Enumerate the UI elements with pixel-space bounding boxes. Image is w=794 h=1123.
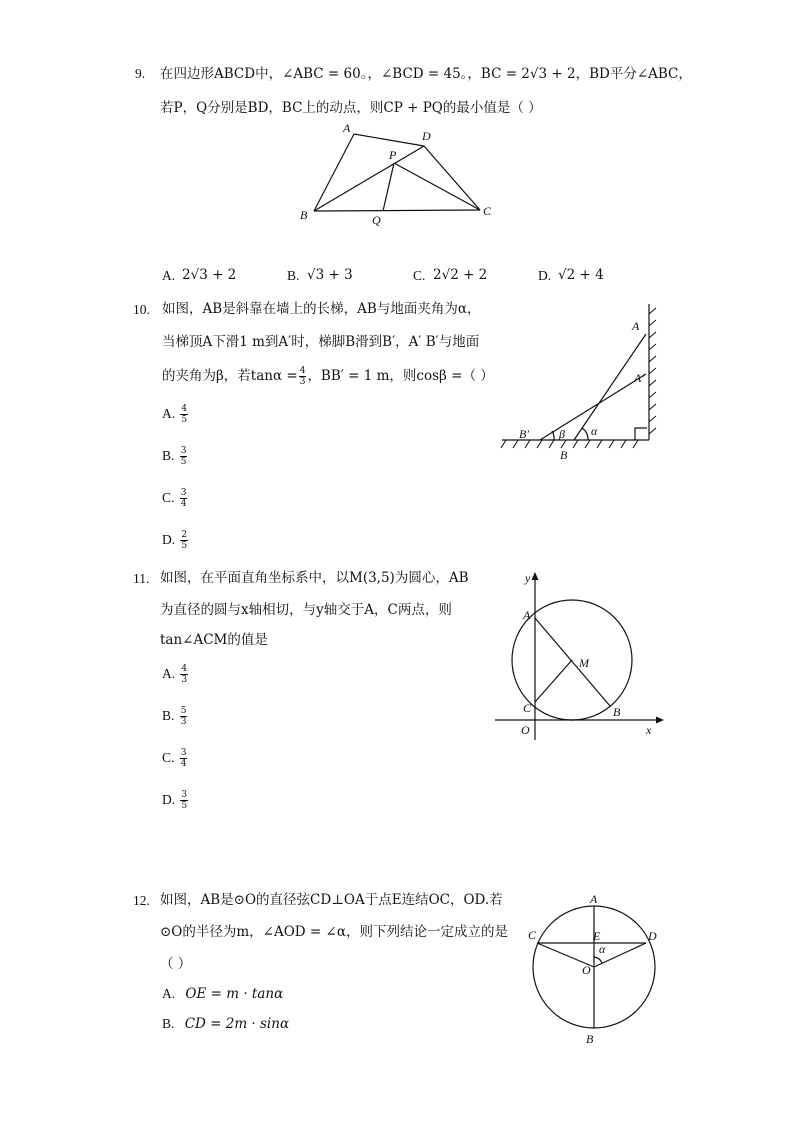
q10-tan-fraction xyxy=(299,366,307,387)
q10-tan-num: 4 xyxy=(299,366,306,376)
q12-text-line3: （ ） xyxy=(160,956,192,972)
q10-figure xyxy=(492,292,662,464)
q11-label-O: O xyxy=(521,723,530,737)
q10-text-line3 xyxy=(162,366,494,387)
q9-option-b-label: B. xyxy=(287,268,300,283)
q10-option-a: A. $\frac{4}{5}$ xyxy=(162,404,188,425)
q9-label-P: P xyxy=(389,148,397,162)
q9-number: 9. xyxy=(135,66,146,81)
q9-label-C: C xyxy=(483,204,492,218)
q10-label-A-prime: A′ xyxy=(634,371,644,385)
q9-option-c: 2√2 + 2 xyxy=(433,267,488,283)
q10-option-d: D. $\frac{2}{5}$ xyxy=(162,530,188,551)
q12-figure xyxy=(520,890,675,1050)
q12-label-O: O xyxy=(582,963,591,977)
q11-label-C: C xyxy=(523,701,532,715)
q9-label-A: A xyxy=(343,121,351,135)
q10-text-line2: 当梯顶A下滑1 m到A′时，梯脚B滑到B′，A′ B′与地面 xyxy=(162,334,480,350)
q12-label-E: E xyxy=(593,929,601,943)
q10-label-B: B xyxy=(560,448,568,462)
q11-option-b: B. $\frac{5}{3}$ xyxy=(162,706,187,727)
q11-option-d: D. $\frac{3}{5}$ xyxy=(162,790,188,811)
q11-figure xyxy=(490,568,665,743)
q11-option-c: C. $\frac{3}{4}$ xyxy=(162,748,187,769)
q9-option-a-label: A. xyxy=(162,268,176,283)
q11-label-B: B xyxy=(613,705,621,719)
q9-option-a: 2√3 + 2 xyxy=(182,267,237,283)
q11-text-line3: tan∠ACM的值是 xyxy=(160,632,268,648)
q11-number: 11. xyxy=(133,571,150,586)
q11-label-A: A xyxy=(523,608,531,622)
q12-label-D: D xyxy=(648,929,657,943)
q12-label-A: A xyxy=(590,892,598,906)
q12-option-a: A. OE = m · tanα xyxy=(162,986,284,1002)
q12-option-b: B. CD = 2m · sinα xyxy=(162,1016,290,1032)
q10-option-b: B. $\frac{3}{5}$ xyxy=(162,446,187,467)
q10-label-B-prime: B′ xyxy=(519,427,529,441)
q9-option-d: √2 + 4 xyxy=(558,267,604,283)
q10-label-beta: β xyxy=(559,427,565,441)
q11-label-M: M xyxy=(579,656,589,670)
q10-option-c: C. $\frac{3}{4}$ xyxy=(162,488,187,509)
q10-tan-den: 3 xyxy=(299,377,306,387)
q12-label-B: B xyxy=(586,1032,594,1046)
q9-label-D: D xyxy=(422,129,431,143)
q10-label-A: A xyxy=(632,319,640,333)
q10-label-alpha: α xyxy=(591,424,598,438)
q9-option-b: √3 + 3 xyxy=(307,267,353,283)
q9-option-d-label: D. xyxy=(538,268,552,283)
q10-text-line3-a: 的夹角为β，若tanα = xyxy=(162,368,298,384)
q12-label-alpha: α xyxy=(599,942,606,956)
q11-option-a: A. $\frac{4}{3}$ xyxy=(162,664,188,685)
q9-label-B: B xyxy=(300,208,308,222)
q11-text-line2: 为直径的圆与x轴相切，与y轴交于A，C两点，则 xyxy=(160,602,452,618)
q12-text-line1: 如图，AB是⊙O的直径弦CD⊥OA于点E连结OC，OD.若 xyxy=(160,892,503,908)
q9-figure xyxy=(290,118,510,230)
q11-label-x: x xyxy=(646,723,652,737)
q9-label-Q: Q xyxy=(372,213,381,227)
q9-option-c-label: C. xyxy=(413,268,426,283)
q10-number: 10. xyxy=(133,302,150,317)
q9-text-line1: 在四边形ABCD中，∠ABC = 60。，∠BCD = 45。，BC = 2√3 + 2，BD平分∠ABC， xyxy=(160,66,692,82)
q12-number: 12. xyxy=(133,893,150,908)
q12-label-C: C xyxy=(528,928,537,942)
q11-text-line1: 如图，在平面直角坐标系中，以M(3,5)为圆心，AB xyxy=(160,570,469,586)
q10-text-line1: 如图，AB是斜靠在墙上的长梯，AB与地面夹角为α， xyxy=(162,301,481,317)
q11-label-y: y xyxy=(525,571,531,585)
q12-text-line2: ⊙O的半径为m，∠AOD = ∠α，则下列结论一定成立的是 xyxy=(160,924,508,940)
q10-text-line3-b: ，BB′ = 1 m，则cosβ =（ ） xyxy=(307,368,494,384)
q9-text-line2: 若P，Q分别是BD，BC上的动点，则CP + PQ的最小值是（ ） xyxy=(160,100,542,116)
